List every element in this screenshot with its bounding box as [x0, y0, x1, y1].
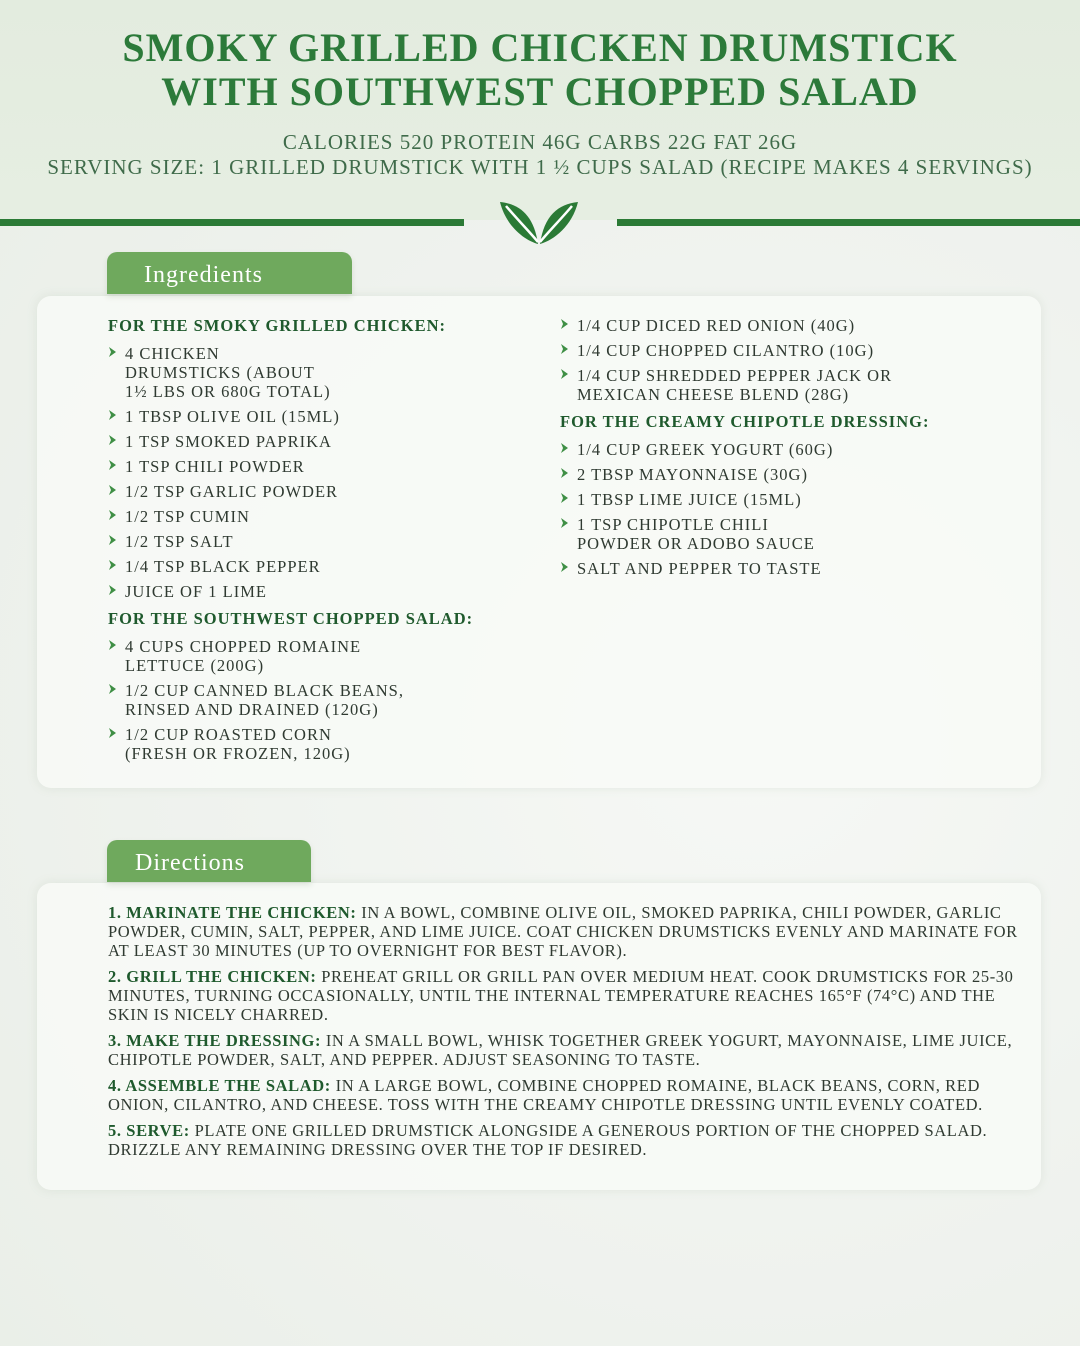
list-item — [108, 557, 468, 576]
list-item — [108, 407, 468, 426]
ingredient-text: 1 TBSP LIME JUICE (15ML) — [577, 490, 802, 509]
ingredient-text: 2 TBSP MAYONNAISE (30G) — [577, 465, 808, 484]
chevron-right-icon — [560, 442, 570, 454]
chevron-right-icon — [108, 584, 118, 596]
step-title: 1. MARINATE THE CHICKEN: — [108, 903, 357, 922]
list-item — [108, 432, 468, 451]
chevron-right-icon — [560, 467, 570, 479]
list-item — [108, 482, 468, 501]
ingredient-text: 1/2 CUP CANNED BLACK BEANS, RINSED AND DRAINED (120G) — [125, 681, 404, 719]
chevron-right-icon — [108, 434, 118, 446]
chevron-right-icon — [108, 559, 118, 571]
direction-step — [108, 1031, 1033, 1069]
chevron-right-icon — [108, 683, 118, 695]
direction-step — [108, 1076, 1033, 1114]
list-item — [108, 681, 468, 719]
divider-left — [0, 219, 464, 226]
step-text: PLATE ONE GRILLED DRUMSTICK ALONGSIDE A GENEROUS PORTION OF THE CHOPPED SALAD. DRIZZLE ANY REMAINING DRESSING OVER THE TOP IF DESIRED. — [108, 1121, 988, 1159]
recipe-info — [0, 130, 1080, 180]
group-heading: FOR THE SMOKY GRILLED CHICKEN: — [108, 316, 447, 335]
ingredient-text: 1/4 CUP GREEK YOGURT (60G) — [577, 440, 834, 459]
step-text: IN A LARGE BOWL, COMBINE CHOPPED ROMAINE, BLACK BEANS, CORN, RED ONION, CILANTRO, AND CHEESE. TOSS WITH THE CREAMY CHIPOTLE DRESSING UNTIL EVENLY COATED. — [108, 1076, 983, 1114]
ingredient-text: 4 CUPS CHOPPED ROMAINE LETTUCE (200G) — [125, 637, 362, 675]
ingredient-list — [560, 316, 920, 404]
ingredient-text: 1 TBSP OLIVE OIL (15ML) — [125, 407, 340, 426]
page-title — [0, 26, 1080, 114]
leaf-icon — [494, 196, 584, 246]
chevron-right-icon — [108, 727, 118, 739]
step-text: IN A SMALL BOWL, WHISK TOGETHER GREEK YOGURT, MAYONNAISE, LIME JUICE, CHIPOTLE POWDER, SALT, AND PEPPER. ADJUST SEASONING TO TASTE. — [108, 1031, 1013, 1069]
list-item — [560, 366, 920, 404]
ingredient-list — [108, 344, 468, 601]
nutrition-line: CALORIES 520 PROTEIN 46G CARBS 22G FAT 26G — [282, 130, 798, 154]
ingredient-text: 1/4 CUP CHOPPED CILANTRO (10G) — [577, 341, 875, 360]
list-item — [108, 637, 468, 675]
directions-list — [108, 903, 1033, 1166]
ingredients-column-left — [108, 316, 474, 769]
ingredient-text: 1/4 CUP SHREDDED PEPPER JACK OR MEXICAN CHEESE BLEND (28G) — [577, 366, 893, 404]
step-title: 3. MAKE THE DRESSING: — [108, 1031, 322, 1050]
list-item — [108, 532, 468, 551]
chevron-right-icon — [560, 492, 570, 504]
ingredients-column-right — [560, 316, 930, 584]
ingredient-text: 1/2 TSP SALT — [125, 532, 234, 551]
ingredient-list — [560, 440, 920, 578]
title-line-1: SMOKY GRILLED CHICKEN DRUMSTICK — [122, 25, 958, 70]
chevron-right-icon — [560, 561, 570, 573]
direction-step — [108, 1121, 1033, 1159]
step-title: 5. SERVE: — [108, 1121, 190, 1140]
list-item — [560, 515, 920, 553]
ingredient-text: 1/4 CUP DICED RED ONION (40G) — [577, 316, 856, 335]
list-item — [108, 507, 468, 526]
list-item — [560, 440, 920, 459]
ingredient-text: JUICE OF 1 LIME — [125, 582, 267, 601]
list-item — [560, 341, 920, 360]
divider-right — [617, 219, 1080, 226]
direction-step — [108, 903, 1033, 960]
list-item — [108, 725, 468, 763]
list-item — [108, 457, 468, 476]
list-item — [560, 316, 920, 335]
list-item — [560, 465, 920, 484]
ingredient-text: 1 TSP CHILI POWDER — [125, 457, 305, 476]
group-heading: FOR THE SOUTHWEST CHOPPED SALAD: — [108, 609, 474, 628]
ingredients-tab: Ingredients — [107, 252, 352, 294]
chevron-right-icon — [108, 459, 118, 471]
ingredient-list — [108, 637, 468, 763]
chevron-right-icon — [108, 409, 118, 421]
chevron-right-icon — [560, 517, 570, 529]
chevron-right-icon — [560, 368, 570, 380]
list-item — [560, 490, 920, 509]
step-title: 4. ASSEMBLE THE SALAD: — [108, 1076, 331, 1095]
list-item — [108, 582, 468, 601]
chevron-right-icon — [108, 346, 118, 358]
group-heading: FOR THE CREAMY CHIPOTLE DRESSING: — [560, 412, 930, 431]
ingredient-text: 1 TSP SMOKED PAPRIKA — [125, 432, 332, 451]
step-title: 2. GRILL THE CHICKEN: — [108, 967, 317, 986]
ingredient-text: 4 CHICKEN DRUMSTICKS (ABOUT 1½ LBS OR 680G TOTAL) — [125, 344, 331, 401]
serving-line: SERVING SIZE: 1 GRILLED DRUMSTICK WITH 1 ½ CUPS SALAD (RECIPE MAKES 4 SERVINGS) — [47, 155, 1033, 179]
list-item — [108, 344, 468, 401]
chevron-right-icon — [108, 534, 118, 546]
chevron-right-icon — [108, 509, 118, 521]
ingredient-text: 1 TSP CHIPOTLE CHILI POWDER OR ADOBO SAUCE — [577, 515, 815, 553]
step-text: PREHEAT GRILL OR GRILL PAN OVER MEDIUM HEAT. COOK DRUMSTICKS FOR 25-30 MINUTES, TURNING OCCASIONALLY, UNTIL THE INTERNAL TEMPERATURE REACHES 165°F (74°C) AND THE SKIN IS NICELY CHARRED. — [108, 967, 1014, 1024]
title-line-2: WITH SOUTHWEST CHOPPED SALAD — [161, 69, 919, 114]
step-text: IN A BOWL, COMBINE OLIVE OIL, SMOKED PAPRIKA, CHILI POWDER, GARLIC POWDER, CUMIN, SALT, PEPPER, AND LIME JUICE. COAT CHICKEN DRUMSTICKS EVENLY AND MARINATE FOR AT LEAST 30 MINUTES (UP TO OVERNIGHT FOR BEST FLAVOR). — [108, 903, 1018, 960]
ingredient-text: 1/4 TSP BLACK PEPPER — [125, 557, 321, 576]
chevron-right-icon — [560, 343, 570, 355]
direction-step — [108, 967, 1033, 1024]
directions-tab: Directions — [107, 840, 311, 882]
chevron-right-icon — [560, 318, 570, 330]
ingredient-text: 1/2 TSP GARLIC POWDER — [125, 482, 339, 501]
ingredient-text: 1/2 CUP ROASTED CORN (FRESH OR FROZEN, 120G) — [125, 725, 351, 763]
ingredient-text: 1/2 TSP CUMIN — [125, 507, 250, 526]
ingredient-text: SALT AND PEPPER TO TASTE — [577, 559, 822, 578]
chevron-right-icon — [108, 639, 118, 651]
chevron-right-icon — [108, 484, 118, 496]
list-item — [560, 559, 920, 578]
